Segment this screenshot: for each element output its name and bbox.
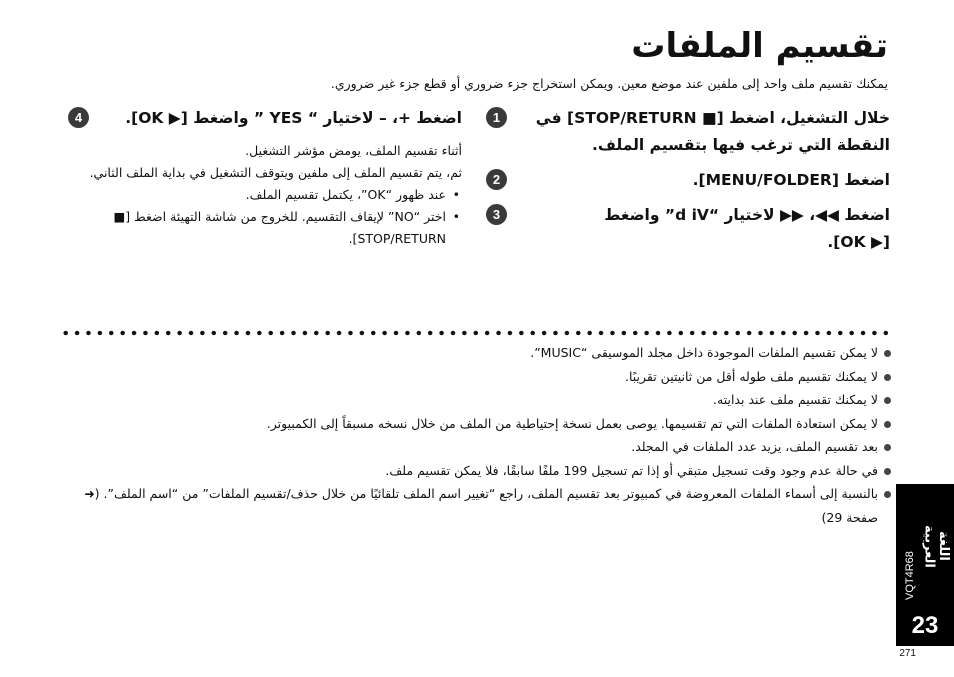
step-text <box>507 202 890 256</box>
sub-page-number: 271 <box>899 648 916 659</box>
note-item: بالنسبة إلى أسماء الملفات المعروضة في كمبيوتر بعد تقسيم الملف، راجع “تغيير اسم الملف تلقائيًا من خلال حذف/تقسيم الملفات” من “اسم الملف”. (➜ صفحة 29) <box>62 482 892 529</box>
note-item: لا يمكن استعادة الملفات التي تم تقسيمها. يوصى بعمل نسخة إحتياطية من الملف من خلال نسخه مسبقاً إلى الكمبيوتر. <box>62 412 892 436</box>
steps-column-right <box>478 105 890 264</box>
step-line: اضغط [MENU/FOLDER]. <box>692 171 890 189</box>
page-title: تقسيم الملفات <box>631 26 888 66</box>
model-code: VQT4R68 <box>904 551 916 600</box>
step-line: [▶ OK]. <box>827 233 890 251</box>
step-note-bullet: • اختر “NO” لإيقاف التقسيم. للخروج من شاشة التهيئة اضغط [■ STOP/RETURN]. <box>60 206 462 250</box>
step-4 <box>60 105 462 132</box>
step-number: 3 <box>486 204 507 225</box>
step-note-bullet: • عند ظهور “OK”، يكتمل تقسيم الملف. <box>60 184 462 206</box>
step-4-notes <box>60 140 462 250</box>
step-note: أثناء تقسيم الملف، يومض مؤشر التشغيل. <box>245 143 462 158</box>
intro-text: يمكنك تقسيم ملف واحد إلى ملفين عند موضع معين. ويمكن استخراج جزء ضروري أو قطع جزء غير ضروري. <box>330 76 888 91</box>
notes-list <box>62 341 892 529</box>
step-line: خلال التشغيل، اضغط [■ STOP/RETURN] في <box>535 109 890 127</box>
note-item: لا يمكنك تقسيم ملف عند بدايته. <box>62 388 892 412</box>
step-note: ثم، يتم تقسيم الملف إلى ملفين ويتوقف التشغيل في بداية الملف الثاني. <box>89 165 462 180</box>
step-number: 1 <box>486 107 507 128</box>
note-item: بعد تقسيم الملف، يزيد عدد الملفات في المجلد. <box>62 435 892 459</box>
step-1 <box>478 105 890 159</box>
step-2 <box>478 167 890 194</box>
note-item: لا يمكنك تقسيم ملف طوله أقل من ثانيتين تقريبًا. <box>62 365 892 389</box>
step-line: اضغط ◀◀، ▶▶ لاختيار “d iV” واضغط <box>604 206 890 224</box>
page-number: 23 <box>896 606 954 646</box>
step-line: اضغط +، – لاختيار “ YES ” واضغط [▶ OK]. <box>125 109 462 127</box>
step-line: النقطة التي ترغب فيها بتقسيم الملف. <box>592 136 890 154</box>
step-text <box>507 105 890 159</box>
note-item: لا يمكن تقسيم الملفات الموجودة داخل مجلد الموسيقى “MUSIC”. <box>62 341 892 365</box>
dotted-divider <box>60 328 894 338</box>
step-number: 2 <box>486 169 507 190</box>
step-3 <box>478 202 890 256</box>
note-item: في حالة عدم وجود وقت تسجيل متبقي أو إذا تم تسجيل 199 ملفًا سابقًا، فلا يمكن تقسيم ملف. <box>62 459 892 483</box>
steps-column-left <box>60 105 462 250</box>
language-label: اللغة العربية <box>921 524 951 568</box>
step-number: 4 <box>68 107 89 128</box>
step-text <box>89 105 462 132</box>
step-text <box>507 167 890 194</box>
